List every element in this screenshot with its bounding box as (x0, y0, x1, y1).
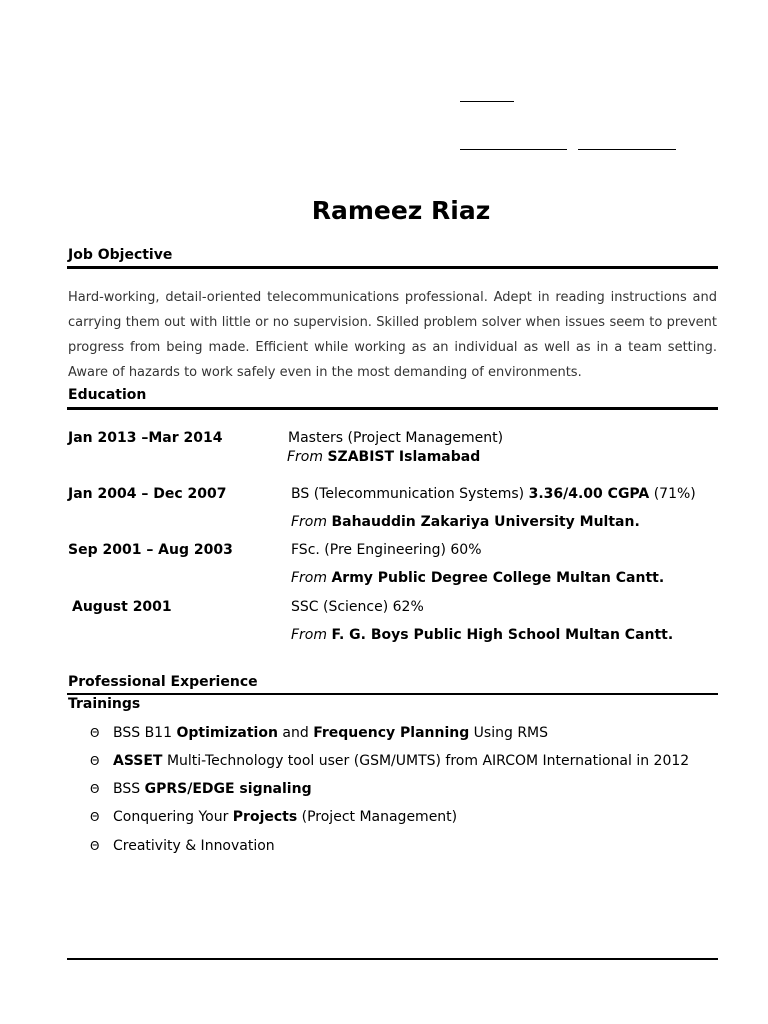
section-heading-job-objective: Job Objective (68, 247, 173, 263)
institution-name: Army Public Degree College Multan Cantt. (331, 570, 665, 586)
from-label: From (287, 449, 324, 465)
training-emphasis: ASSET (113, 753, 163, 769)
list-item (90, 725, 548, 741)
institution-name: F. G. Boys Public High School Multan Cantt. (331, 627, 674, 643)
education-dates: Jan 2004 – Dec 2007 (68, 486, 227, 502)
degree-percent: (71%) (653, 486, 696, 502)
education-degree: FSc. (Pre Engineering) 60% (291, 542, 482, 558)
training-emphasis: Projects (232, 809, 298, 825)
list-item (90, 809, 457, 825)
training-text: BSS B11 (113, 725, 177, 741)
bullet-icon: Θ (90, 810, 100, 824)
degree-cgpa: 3.36/4.00 CGPA (528, 486, 650, 502)
header-blank-line (578, 149, 676, 150)
candidate-name: Rameez Riaz (311, 196, 491, 225)
education-degree: Masters (Project Management) (288, 430, 504, 446)
subheading-trainings: Trainings (68, 696, 141, 712)
from-label: From (291, 627, 328, 643)
section-divider (67, 407, 718, 410)
section-heading-education: Education (68, 387, 147, 403)
training-text: Using RMS (469, 725, 549, 741)
institution-name: Bahauddin Zakariya University Multan. (331, 514, 640, 530)
training-emphasis: GPRS/EDGE signaling (144, 781, 312, 797)
section-divider (67, 266, 718, 269)
list-item (90, 781, 312, 797)
training-text: and (277, 725, 314, 741)
institution-name: SZABIST Islamabad (327, 449, 481, 465)
education-degree: SSC (Science) 62% (291, 599, 424, 615)
bullet-icon: Θ (90, 782, 100, 796)
list-item (90, 753, 689, 769)
education-dates: August 2001 (72, 599, 172, 615)
education-dates: Sep 2001 – Aug 2003 (68, 542, 233, 558)
from-label: From (291, 570, 328, 586)
section-divider (67, 693, 718, 695)
education-institution (291, 570, 664, 586)
education-institution (291, 627, 673, 643)
training-text: Creativity & Innovation (113, 838, 275, 854)
education-institution (291, 514, 640, 530)
training-text: (Project Management) (297, 809, 458, 825)
header-blank-line (460, 101, 514, 102)
bullet-icon: Θ (90, 726, 100, 740)
header-blank-line (460, 149, 567, 150)
education-dates: Jan 2013 –Mar 2014 (68, 430, 223, 446)
training-text: Conquering Your (113, 809, 233, 825)
education-degree (291, 486, 696, 502)
footer-divider (67, 958, 718, 960)
list-item (90, 838, 275, 854)
education-institution (287, 449, 480, 465)
bullet-icon: Θ (90, 839, 100, 853)
degree-name: BS (Telecommunication Systems) (291, 486, 525, 502)
from-label: From (291, 514, 328, 530)
training-emphasis: Optimization (176, 725, 278, 741)
objective-paragraph: Hard-working, detail-oriented telecommunications professional. Adept in reading instructions and carrying them out with little or no supervision. Skilled problem solver when issues seem to prevent progress from being made. Efficient while working as an individual as well as in a team setting. Aware of hazards to work safely even in the most demanding of environments. (68, 290, 717, 380)
bullet-icon: Θ (90, 754, 100, 768)
section-heading-professional-experience: Professional Experience (68, 674, 258, 690)
training-text: Multi-Technology tool user (GSM/UMTS) from AIRCOM International in 2012 (162, 753, 690, 769)
training-text: BSS (113, 781, 145, 797)
training-emphasis: Frequency Planning (313, 725, 470, 741)
